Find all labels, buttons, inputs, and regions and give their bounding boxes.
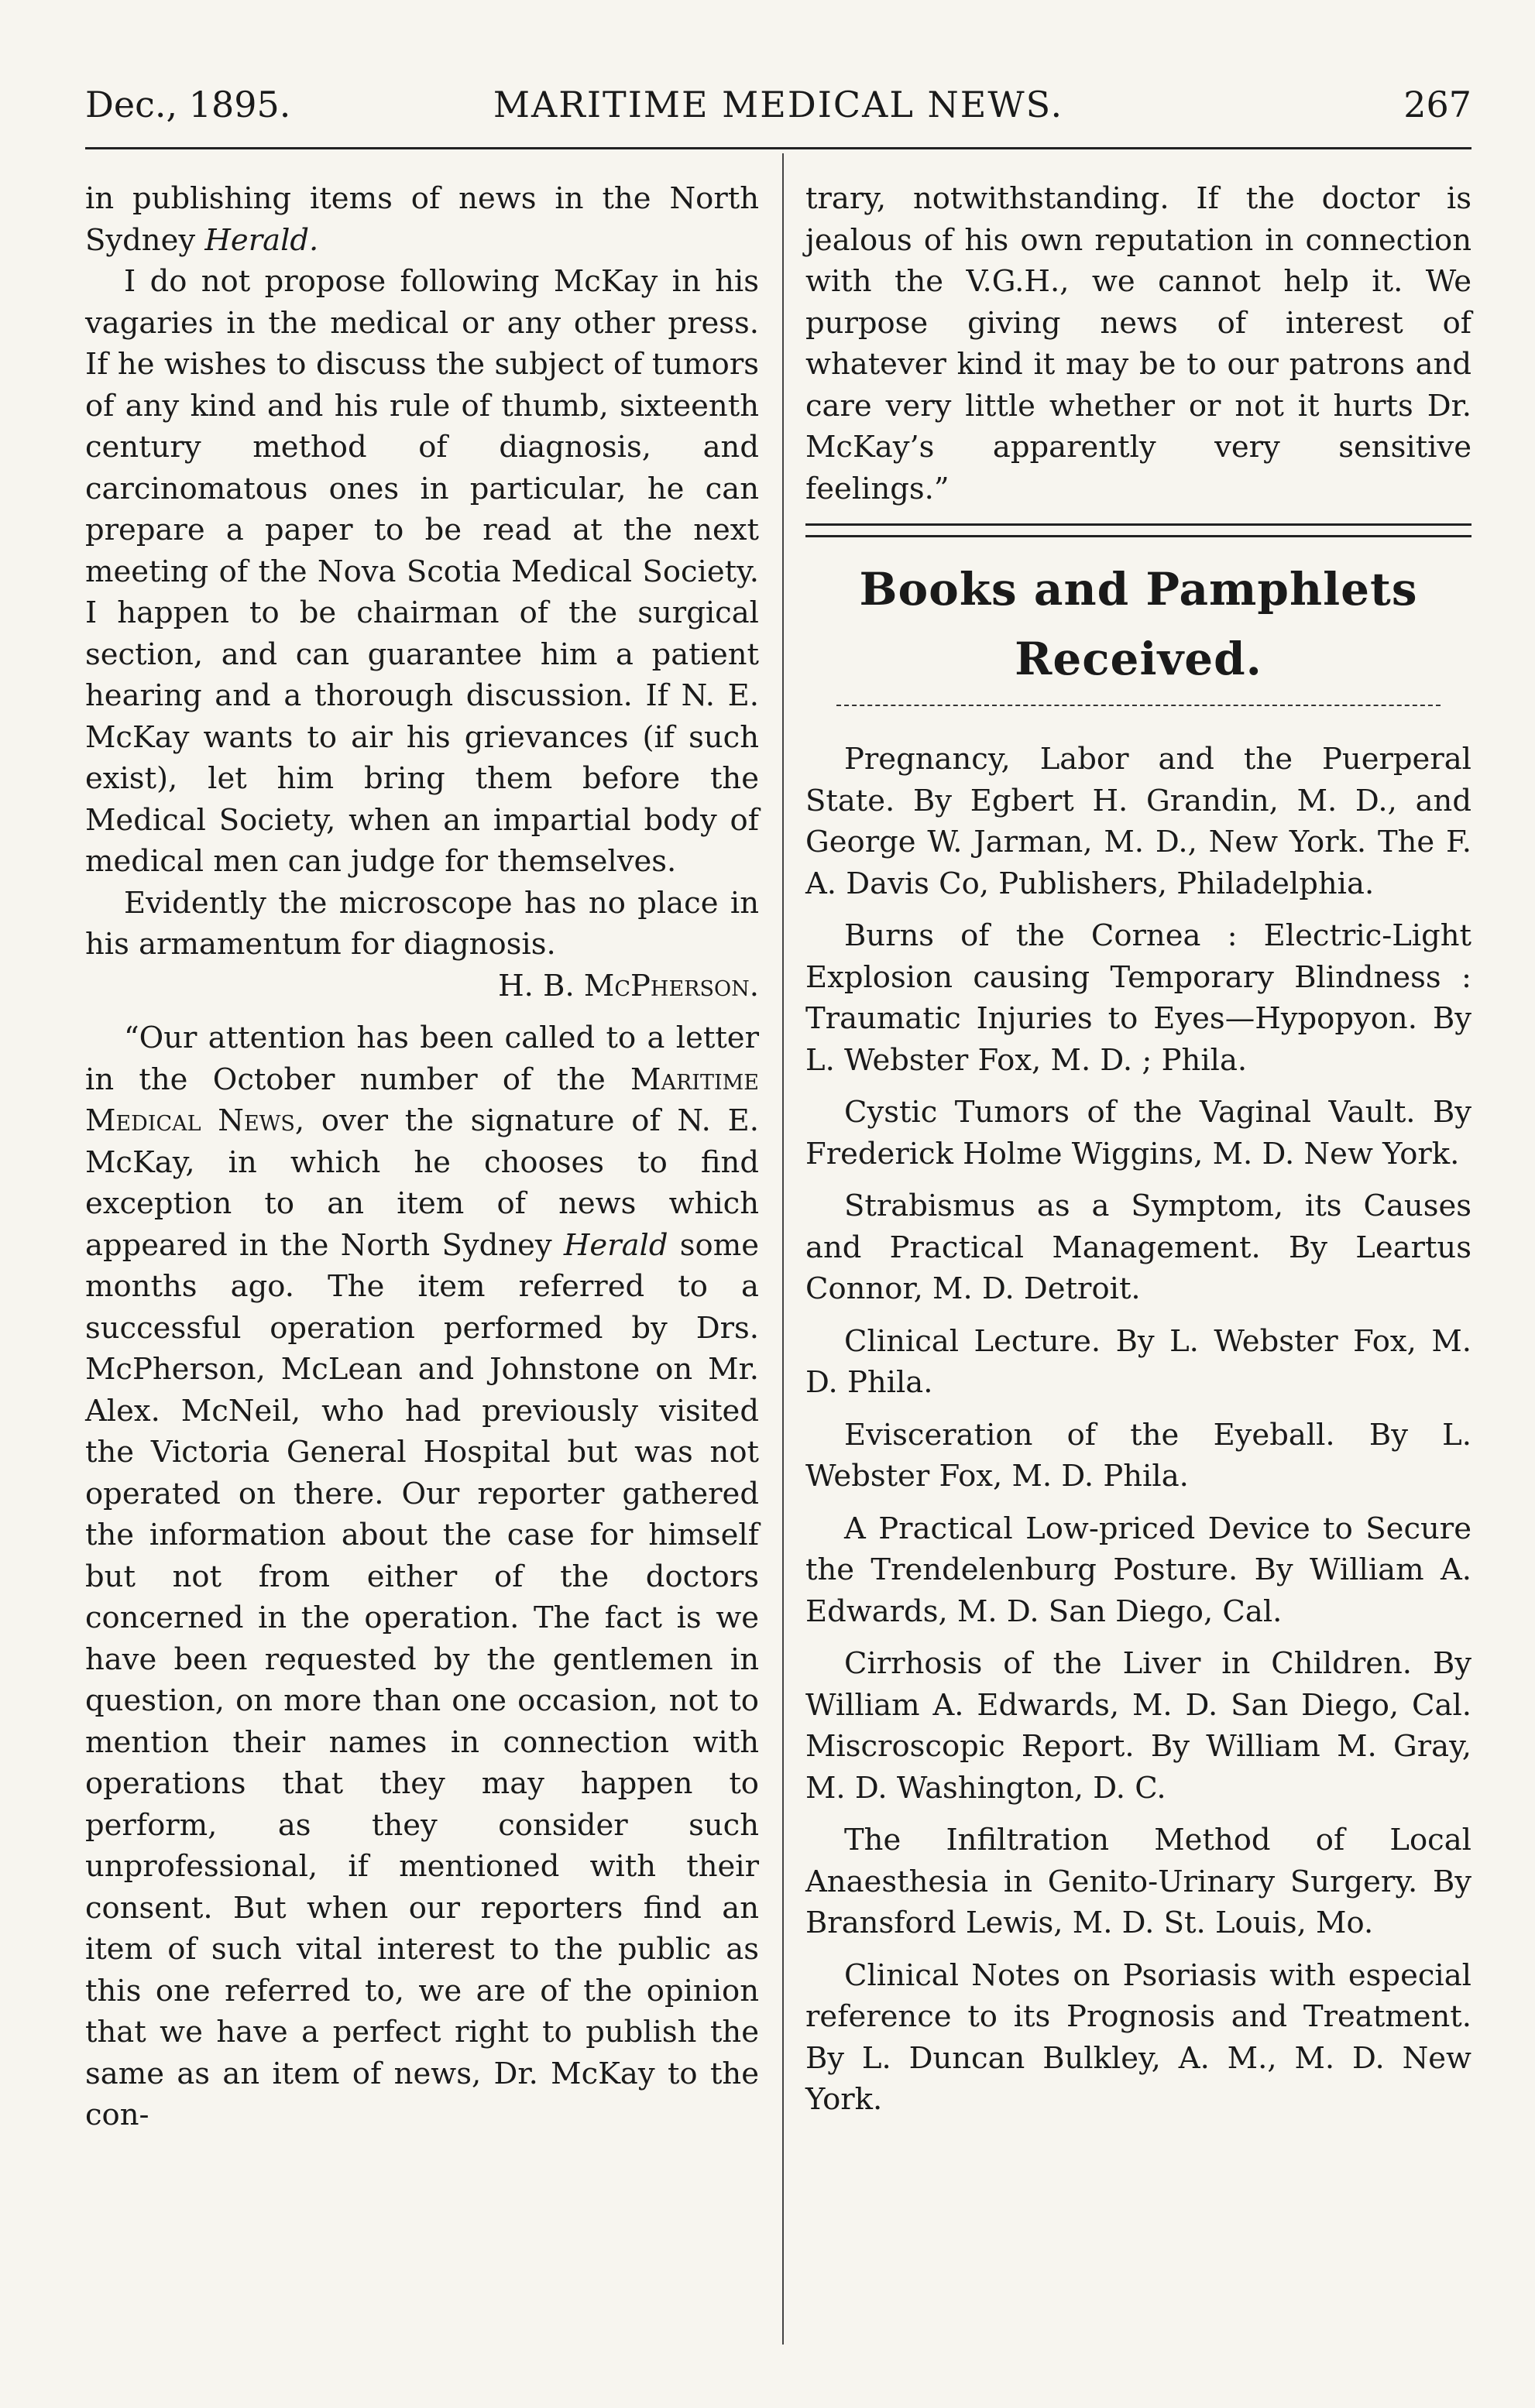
quoted-letter: “Our attention has been called to a letter in the October number of the Maritime Medical News, over the signature of N. E. McKay, in which he chooses to find exception to an item of news which appeared in the North Sydney Herald some months ago. The item referred to a successful operation performed by Drs. McPherson, McLean and Johnstone on Mr. Alex. McNeil, who had previously visited the Victoria General Hospital but was not operated on there. Our reporter gathered the information about the case for himself but not from either of the doctors concerned in the operation. The fact is we have been requested by the gentlemen in question, on more than one occasion, not to mention their names in connection with operations that they may happen to perform, as they consider such unprofessional, if mentioned with their consent. But when our reporters find an item of such vital interest to the public as this one referred to, we are of the opinion that we have a perfect right to publish the same as an item of news, Dr. McKay to the con- (85, 1020, 759, 2132)
right-column (805, 178, 1471, 2121)
column-divider (782, 153, 784, 2345)
signature-line (85, 966, 759, 1007)
book-entry: A Practical Low-priced Device to Secure the Trendelenburg Posture. By William A. Edwards, M. D. San Diego, Cal. (805, 1511, 1471, 1629)
section-dash-rule (836, 705, 1441, 706)
header-rule (85, 147, 1471, 149)
book-entry: Pregnancy, Labor and the Puerperal State. By Egbert H. Grandin, M. D., and George W. Jarman, M. D., New York. The F. A. Davis Co, Publishers, Philadelphia. (805, 742, 1471, 901)
book-entry: The Infiltration Method of Local Anaesthesia in Genito-Urinary Surgery. By Bransford Lewis, M. D. St. Louis, Mo. (805, 1823, 1471, 1940)
book-entry: Clinical Lecture. By L. Webster Fox, M. D. Phila. (805, 1323, 1471, 1400)
section-title: Books and Pamphlets Received. (859, 563, 1418, 685)
running-header (85, 77, 1471, 132)
header-page-number: 267 (1403, 84, 1471, 125)
signature: H. B. McPherson. (498, 968, 759, 1003)
herald-title: Herald (563, 1227, 668, 1263)
left-column (85, 178, 759, 2136)
paragraph-continuation: in publishing items of news in the North Sydney Herald. (85, 181, 759, 258)
herald-title: Herald. (204, 222, 319, 258)
header-journal-title: MARITIME MEDICAL NEWS. (493, 84, 1064, 125)
header-date: Dec., 1895. (85, 84, 291, 125)
book-entry: Evisceration of the Eyeball. By L. Webster Fox, M. D. Phila. (805, 1417, 1471, 1494)
journal-name: Maritime Medical News, (85, 1062, 759, 1138)
book-entry: Clinical Notes on Psoriasis with especial reference to its Prognosis and Treatment. By L. Duncan Bulkley, A. M., M. D. New York. (805, 1957, 1471, 2117)
book-entry: Cystic Tumors of the Vaginal Vault. By Frederick Holme Wiggins, M. D. New York. (805, 1095, 1471, 1171)
paragraph-continuation-right: trary, notwithstanding. If the doctor is jealous of his own reputation in connection with the V.G.H., we cannot help it. We purpose giving news of interest of whatever kind it may be to our patrons and care very little whether or not it hurts Dr. McKay’s apparently very sensitive feelings.” (805, 181, 1471, 506)
book-entry: Cirrhosis of the Liver in Children. By William A. Edwards, M. D. San Diego, Cal. Miscroscopic Report. By William M. Gray, M. D. Washington, D. C. (805, 1646, 1471, 1806)
section-double-rule (805, 523, 1471, 537)
book-entry: Strabismus as a Symptom, its Causes and Practical Management. By Leartus Connor, M. D. Detroit. (805, 1189, 1471, 1306)
paragraph-microscope: Evidently the microscope has no place in his armamentum for diagnosis. (85, 885, 759, 962)
paragraph-mckay: I do not propose following McKay in his vagaries in the medical or any other press. If he wishes to discuss the subject of tumors of any kind and his rule of thumb, sixteenth century method of diagnosis, and carcinomatous ones in particular, he can prepare a paper to be read at the next meeting of the Nova Scotia Medical Society. I happen to be chairman of the surgical section, and can guarantee him a patient hearing and a thorough discussion. If N. E. McKay wants to air his grievances (if such exist), let him bring them before the Medical Society, when an impartial body of medical men can judge for themselves. (85, 264, 759, 879)
book-entry: Burns of the Cornea : Electric-Light Explosion causing Temporary Blindness : Traumatic Injuries to Eyes—Hypopyon. By L. Webster Fox, M. D. ; Phila. (805, 918, 1471, 1078)
